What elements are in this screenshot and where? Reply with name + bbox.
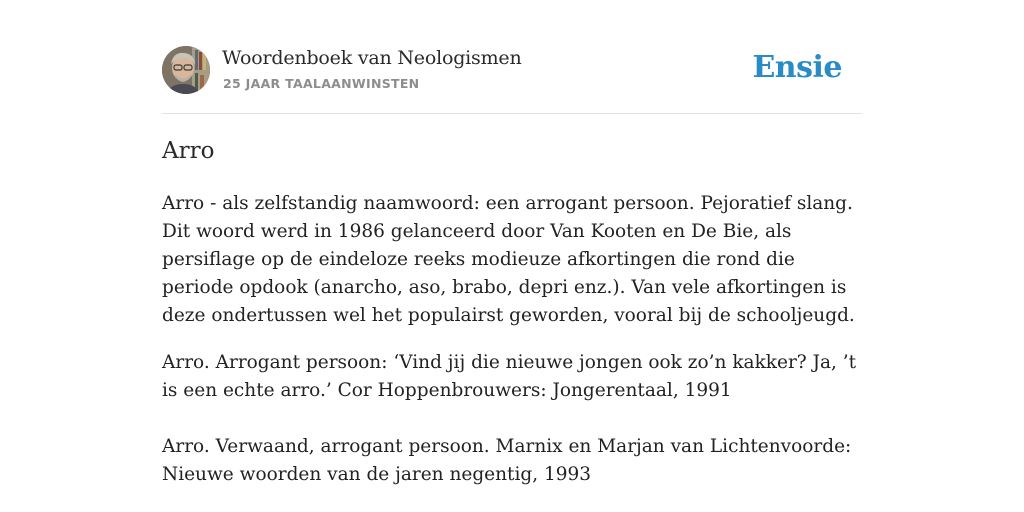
site-title[interactable]: Woordenboek van Neologismen	[222, 47, 522, 69]
header-divider	[162, 113, 862, 114]
entry-body	[162, 190, 862, 489]
site-header	[162, 46, 862, 96]
author-avatar[interactable]	[162, 46, 210, 94]
entry-citation: Arro. Arrogant persoon: ‘Vind jij die nieuwe jongen ook zo’n kakker? Ja, ’t is een echte arro.’ Cor Hoppenbrouwers: Jongerentaal, 1991	[162, 352, 857, 401]
entry-citation: Arro. Verwaand, arrogant persoon. Marnix en Marjan van Lichtenvoorde: Nieuwe woorden van de jaren negentig, 1993	[162, 436, 852, 485]
site-subtitle: 25 JAAR TAALAANWINSTEN	[223, 76, 420, 91]
entry-title: Arro	[162, 138, 215, 164]
ensie-logo[interactable]: Ensie	[752, 50, 842, 85]
avatar-photo-icon	[162, 46, 210, 94]
entry-definition: Arro - als zelfstandig naamwoord: een arrogant persoon. Pejoratief slang. Dit woord werd in 1986 gelanceerd door Van Kooten en De Bie, als persiflage op de eindeloze reeks modieuze afkortingen die rond die periode opdook (anarcho, aso, brabo, depri enz.). Van vele afkortingen is deze ondertussen wel het populairst geworden, vooral bij de schooljeugd.	[162, 193, 855, 326]
